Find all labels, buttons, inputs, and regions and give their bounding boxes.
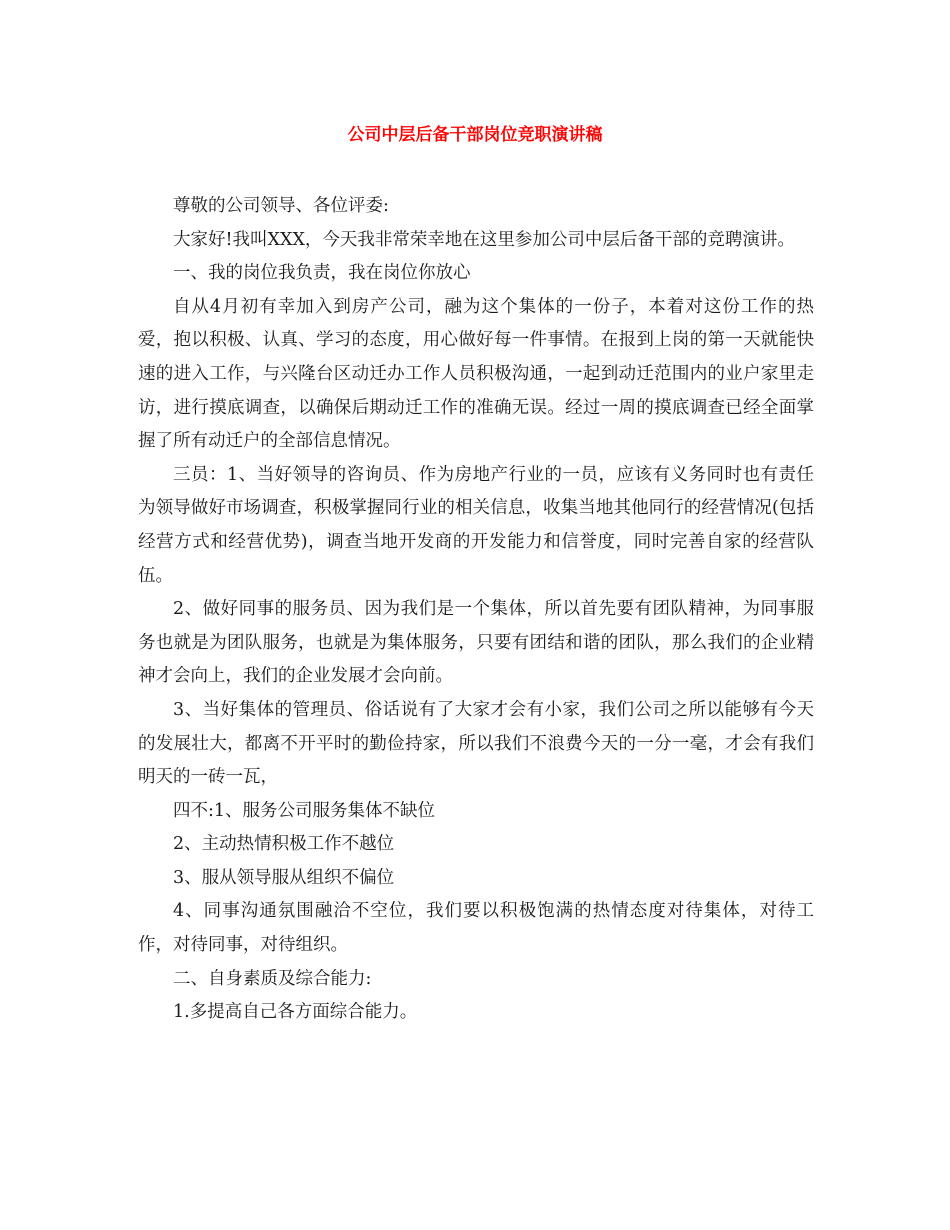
paragraph-salutation: 尊敬的公司领导、各位评委: [173,196,389,216]
paragraph: 四不:1、服务公司服务集体不缺位 [173,800,436,821]
paragraph: 三员：1、当好领导的咨询员、作为房地产行业的一员，应该有义务同时也有责任为领导做好市场调查，积极掌握同行业的相关信息，收集当地其他同行的经营情况(包括经营方式和经营优势)，调查当地开发商的开发能力和信誉度，同时完善自家的经营队伍。 [138,464,814,586]
paragraph: 3、服从领导服从组织不偏位 [173,867,395,888]
paragraph-section-heading-1: 一、我的岗位我负责，我在岗位你放心 [173,263,471,284]
paragraph: 3、当好集体的管理员、俗话说有了大家才会有小家，我们公司之所以能够有今天的发展壮大，都离不开平时的勤俭持家，所以我们不浪费今天的一分一毫，才会有我们明天的一砖一瓦， [138,699,814,788]
paragraph: 1.多提高自己各方面综合能力。 [173,1002,418,1023]
document-body [138,190,814,1030]
paragraph: 4、同事沟通氛围融洽不空位，我们要以积极饱满的热情态度对待集体，对待工作，对待同事，对待组织。 [138,901,814,956]
paragraph-section-heading-2: 二、自身素质及综合能力: [173,968,372,989]
document-title: 公司中层后备干部岗位竞职演讲稿 [347,125,603,145]
paragraph: 自从4月初有幸加入到房产公司，融为这个集体的一份子，本着对这份工作的热爱，抱以积极、认真、学习的态度，用心做好每一件事情。在报到上岗的第一天就能快速的进入工作，与兴隆台区动迁办工作人员积极沟通，一起到动迁范围内的业户家里走访，进行摸底调查，以确保后期动迁工作的准确无误。经过一周的摸底调查已经全面掌握了所有动迁户的全部信息情况。 [138,296,814,452]
paragraph-greeting: 大家好!我叫XXX，今天我非常荣幸地在这里参加公司中层后备干部的竞聘演讲。 [173,229,795,250]
paragraph: 2、做好同事的服务员、因为我们是一个集体，所以首先要有团队精神，为同事服务也就是为团队服务，也就是为集体服务，只要有团结和谐的团队，那么我们的企业精神才会向上，我们的企业发展才会向前。 [138,599,814,687]
paragraph: 2、主动热情积极工作不越位 [173,834,395,855]
